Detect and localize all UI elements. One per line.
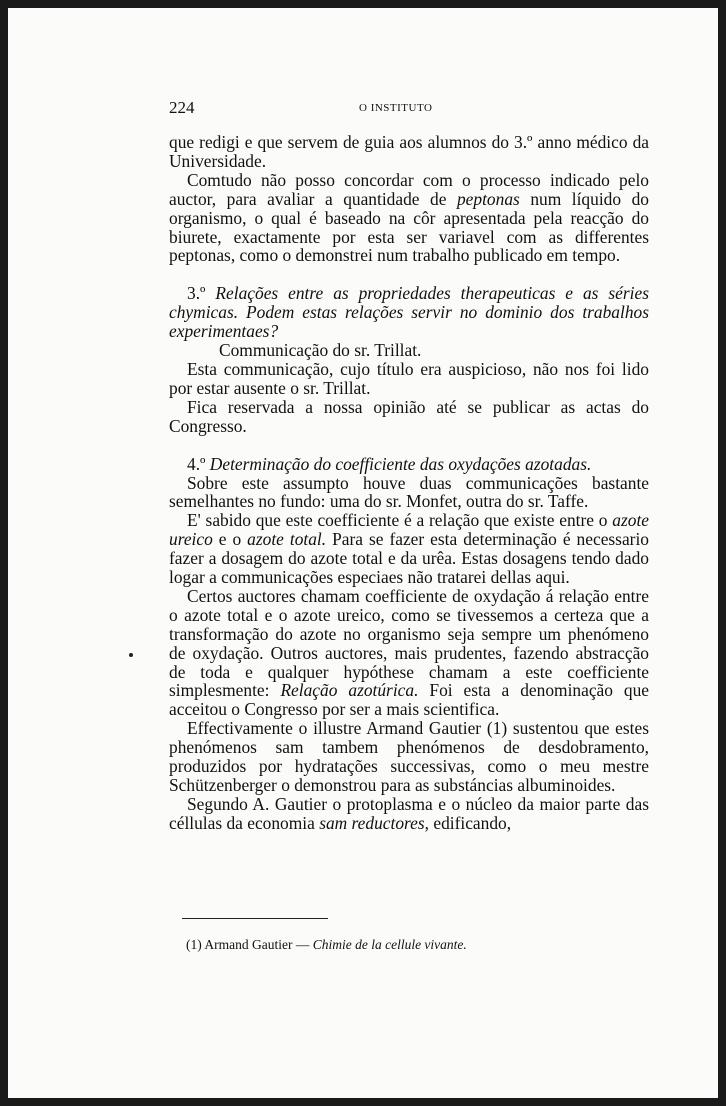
paragraph: Effectivamente o illustre Armand Gautier (1) sustentou que estes phenómenos sam tambem phenómenos de desdobramento, produzidos por hydratações successivas, como o meu mestre Schützenberger o demonstrou para as substáncias albuminoides. [169,718,649,795]
paragraph: Sobre este assumpto houve duas communicações bastante semelhantes no fundo: uma do sr. Monfet, outra do sr. Taffe. [169,472,649,512]
book-page [8,8,718,1098]
paragraph: Certos auctores chamam coefficiente de oxydação á relação entre o azote total e o azote ureico, como se tivessemos a certeza que a transformação do azote no organismo seja sempre um phenómeno de oxydação. Outros auctores, mais prudentes, fazendo abstracção de toda e qualquer hypóthese chamam a este coefficiente simplesmente: Relação azotúrica. Foi esta a denominação que acceitou o Congresso por ser a mais scientifica. [169,585,650,720]
footnote: (1) Armand Gautier — Chimie de la cellule vivante. [186,937,467,952]
paragraph: Segundo A. Gautier o protoplasma e o núcleo da maior parte das céllulas da economia sam reductores, edificando, [169,793,649,833]
running-title: O INSTITUTO [359,102,433,114]
paragraph: Esta communicação, cujo título era auspicioso, não nos foi lido por estar ausente o sr. Trillat. [169,358,649,398]
page-header [169,98,649,122]
paragraph: Comtudo não posso concordar com o processo indicado pelo auctor, para avaliar a quantidade de peptonas num líquido do organismo, o qual é baseado na côr apresentada pela reacção do biurete, exactamente por esta ser variavel com as differentes peptonas, como o demonstrei num trabalho publicado em tempo. [169,169,649,266]
footnote-rule [182,918,328,919]
paragraph: Fica reservada a nossa opinião até se publicar as actas do Congresso. [169,396,649,436]
paragraph: E' sabido que este coefficiente é a relação que existe entre o azote ureico e o azote total. Para se fazer esta determinação é necessario fazer a dosagem do azote total e da urêa. Estas dosagens tendo dado logar a communicações especiaes não tratarei dellas aqui. [169,510,649,588]
margin-mark [129,653,133,657]
communication-line: Communicação do sr. Trillat. [219,340,422,361]
section-heading-4: 4.º Determinação do coefficiente das oxydações azotadas. [187,453,592,474]
page-number: 224 [169,98,195,117]
paragraph: que redigi e que servem de guia aos alumnos do 3.º anno médico da Universidade. [169,132,649,171]
body-text [169,133,649,833]
section-heading-3: 3.º Relações entre as propriedades therapeuticas e as séries chymicas. Podem estas relações servir no dominio dos trabalhos experimentaes? [169,283,649,342]
